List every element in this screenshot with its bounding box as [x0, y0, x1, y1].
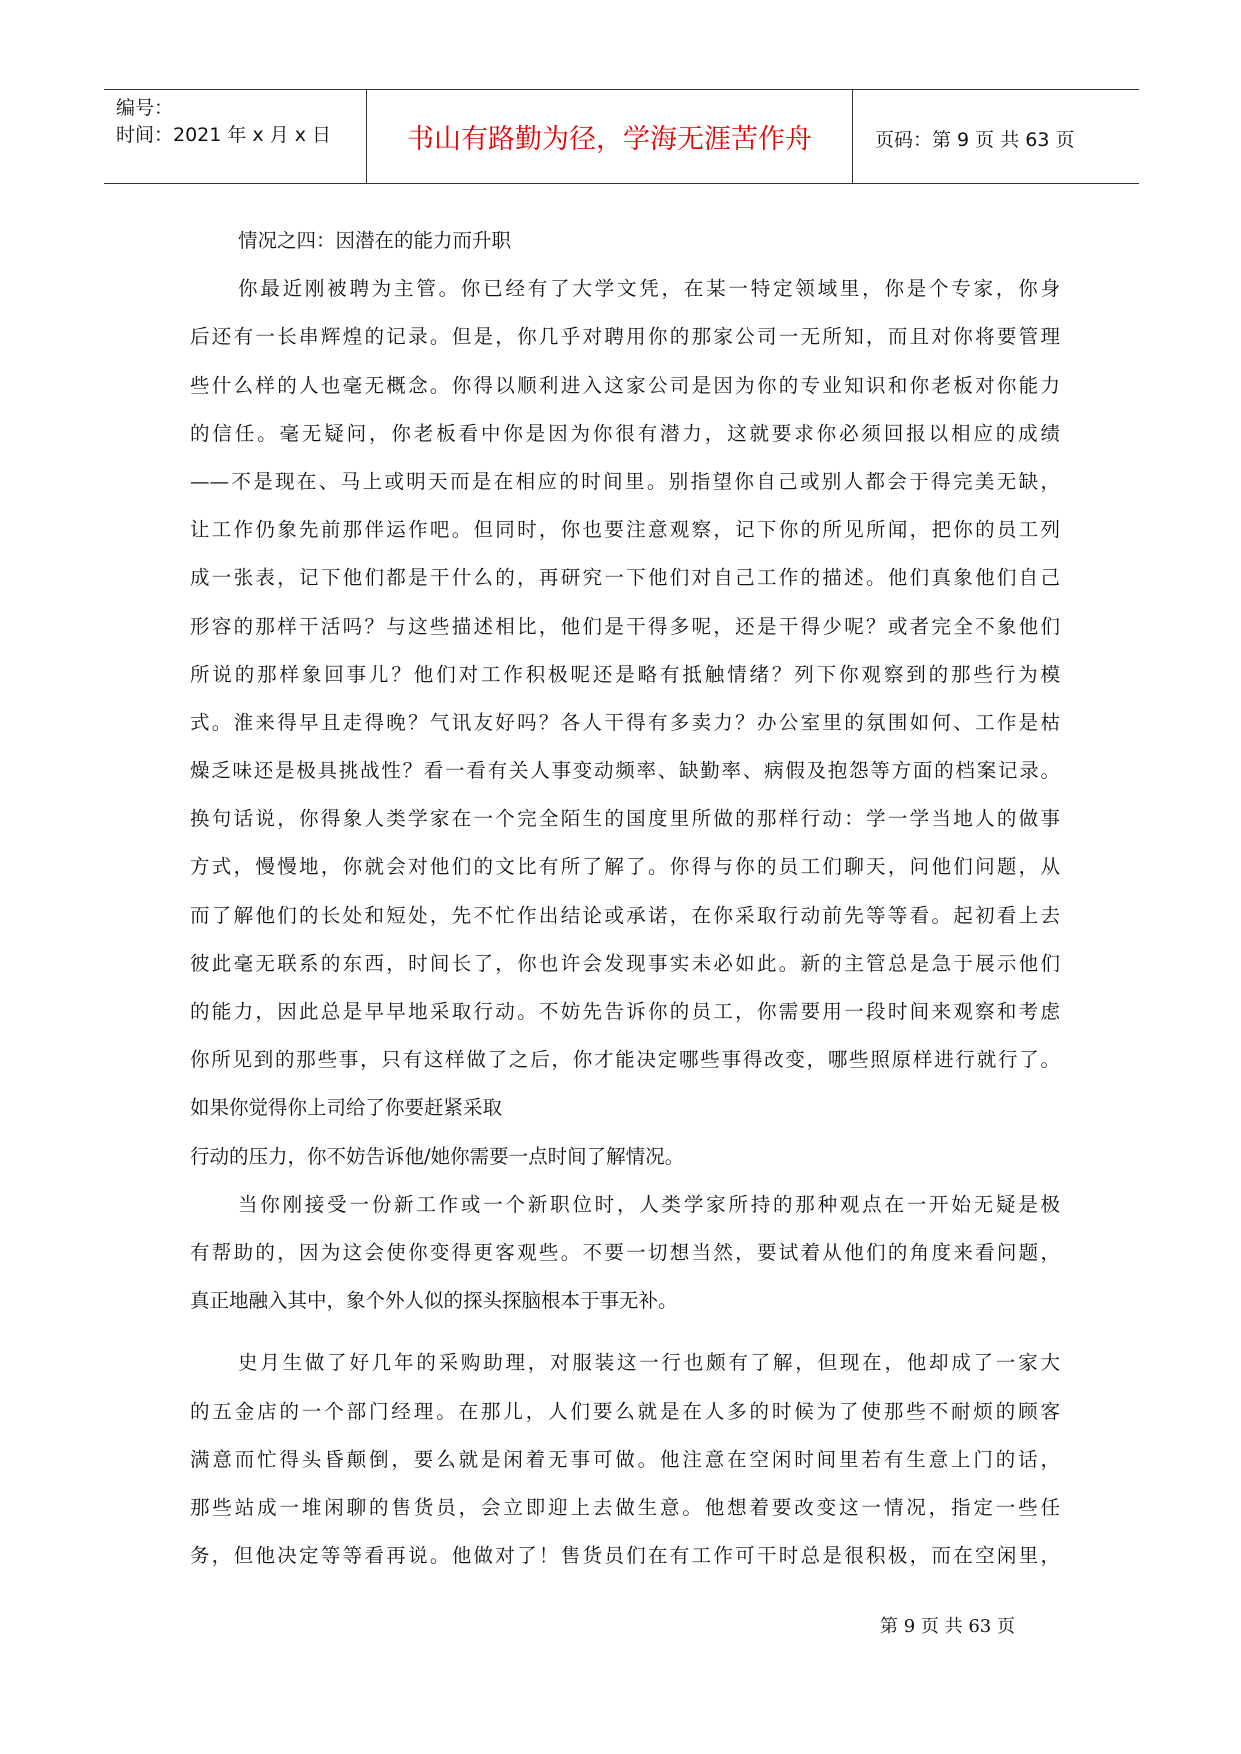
paragraph-line: 务，但他决定等等看再说。他做对了！售货员们在有工作可干时总是很积极，而在空闲里， [190, 1544, 1060, 1568]
paragraph-line: 那些站成一堆闲聊的售货员，会立即迎上去做生意。他想着要改变这一情况，指定一些任 [190, 1495, 1060, 1519]
paragraph-line: 彼此毫无联系的东西，时间长了，你也许会发现事实未必如此。新的主管总是急于展示他们 [190, 951, 1060, 975]
page-header [104, 89, 1139, 184]
header-page-cell [853, 90, 1139, 183]
paragraph-line: 的五金店的一个部门经理。在那儿，人们要么就是在人多的时候为了使那些不耐烦的顾客 [190, 1399, 1060, 1423]
paragraph-line: 所说的那样象回事儿？他们对工作积极呢还是略有抵触情绪？列下你观察到的那些行为模 [190, 662, 1060, 686]
paragraph-line: 后还有一长串辉煌的记录。但是，你几乎对聘用你的那家公司一无所知，而且对你将要管理 [190, 325, 1060, 349]
header-page-info: 页码：第 9 页 共 63 页 [875, 129, 1075, 151]
paragraph-line: 换句话说，你得象人类学家在一个完全陌生的国度里所做的那样行动：学一学当地人的做事 [190, 807, 1060, 831]
page-footer: 第 9 页 共 63 页 [880, 1616, 1015, 1637]
paragraph-line: 你所见到的那些事，只有这样做了之后，你才能决定哪些事得改变，哪些照原样进行就行了。 [190, 1048, 1060, 1072]
paragraph-line: 的能力，因此总是早早地采取行动。不妨先告诉你的员工，你需要用一段时间来观察和考虑 [190, 1000, 1060, 1023]
header-motto: 书山有路勤为径，学海无涯苦作舟 [407, 124, 812, 155]
paragraph-line: 成一张表，记下他们都是干什么的，再研究一下他们对自己工作的描述。他们真象他们自己 [190, 566, 1060, 590]
paragraph-line: 燥乏味还是极具挑战性？看一看有关人事变动频率、缺勤率、病假及抱怨等方面的档案记录。 [190, 759, 1060, 783]
header-meta-cell [104, 90, 366, 183]
section-heading: 情况之四：因潜在的能力而升职 [238, 229, 512, 252]
paragraph-line: 式。淮来得早且走得晚？气讯友好吗？各人干得有多卖力？办公室里的氛围如何、工作是枯 [190, 710, 1060, 734]
paragraph-line: 你最近刚被聘为主管。你已经有了大学文凭，在某一特定领域里，你是个专家，你身 [238, 277, 1060, 301]
paragraph-line: 真正地融入其中，象个外人似的探头探脑根本于事无补。 [190, 1289, 678, 1313]
document-time-label: 时间：2021 年 x 月 x 日 [116, 124, 332, 146]
paragraph-line: 史月生做了好几年的采购助理，对服装这一行也颇有了解，但现在，他却成了一家大 [238, 1351, 1060, 1375]
paragraph-line: 些什么样的人也毫无概念。你得以顺利进入这家公司是因为你的专业知识和你老板对你能力 [190, 373, 1060, 397]
document-body [190, 217, 1060, 1580]
paragraph-line: ——不是现在、马上或明天而是在相应的时间里。别指望你自己或别人都会于得完美无缺， [190, 469, 1060, 493]
header-motto-cell [366, 90, 853, 183]
paragraph-line: 当你刚接受一份新工作或一个新职位时，人类学家所持的那种观点在一开始无疑是极 [238, 1192, 1060, 1216]
paragraph-line: 行动的压力，你不妨告诉他/她你需要一点时间了解情况。 [190, 1144, 685, 1168]
paragraph-line: 而了解他们的长处和短处，先不忙作出结论或承诺，在你采取行动前先等等看。起初看上去 [190, 903, 1060, 927]
paragraph-line: 让工作仍象先前那伴运作吧。但同时，你也要注意观察，记下你的所见所闻，把你的员工列 [190, 518, 1060, 542]
paragraph-line: 如果你觉得你上司给了你要赶紧采取 [190, 1096, 503, 1120]
paragraph-line: 形容的那样干活吗？与这些描述相比，他们是干得多呢，还是干得少呢？或者完全不象他们 [190, 614, 1060, 638]
paragraph-line: 的信任。毫无疑问，你老板看中你是因为你很有潜力，这就要求你必须回报以相应的成绩 [190, 421, 1060, 445]
paragraph-line: 方式，慢慢地，你就会对他们的文比有所了解了。你得与你的员工们聊天，问他们问题，从 [190, 855, 1060, 879]
paragraph-line: 有帮助的，因为这会使你变得更客观些。不要一切想当然，要试着从他们的角度来看问题， [190, 1240, 1060, 1264]
document-number-label: 编号： [116, 97, 174, 119]
paragraph-gap [190, 1325, 1060, 1339]
paragraph-line: 满意而忙得头昏颠倒，要么就是闲着无事可做。他注意在空闲时间里若有生意上门的话， [190, 1447, 1060, 1471]
